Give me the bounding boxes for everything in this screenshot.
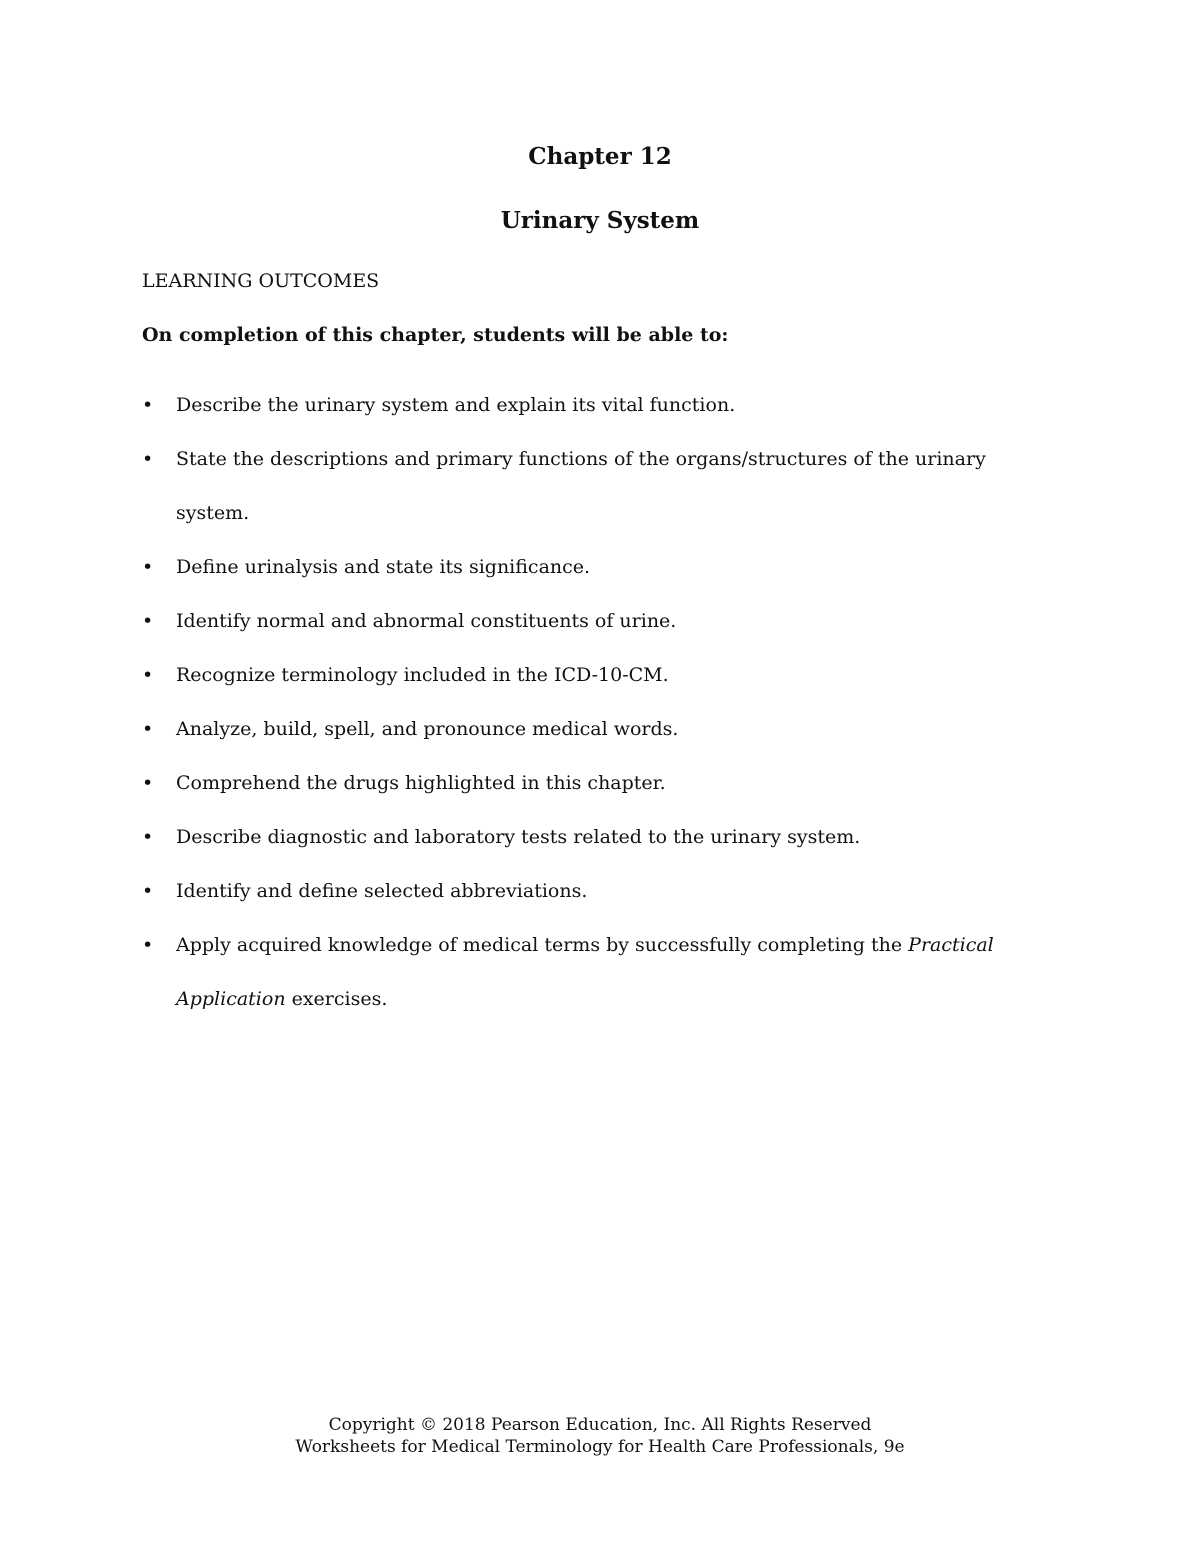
bullet-icon: • bbox=[142, 664, 154, 686]
list-item-text-after: exercises. bbox=[285, 988, 388, 1010]
intro-text: On completion of this chapter, students will be able to: bbox=[142, 324, 729, 346]
list-item bbox=[142, 432, 1042, 540]
list-item bbox=[142, 810, 1042, 864]
list-item-text-before: Apply acquired knowledge of medical terms by successfully completing the bbox=[176, 934, 909, 956]
list-item-text: State the descriptions and primary functions of the organs/structures of the urinary system. bbox=[176, 448, 986, 524]
bullet-icon: • bbox=[142, 394, 154, 416]
bullet-icon: • bbox=[142, 718, 154, 740]
bullet-icon: • bbox=[142, 826, 154, 848]
chapter-subtitle: Urinary System bbox=[500, 207, 700, 234]
list-item bbox=[142, 540, 1042, 594]
section-heading: LEARNING OUTCOMES bbox=[142, 270, 380, 292]
bullet-icon: • bbox=[142, 556, 154, 578]
bullet-icon: • bbox=[142, 448, 154, 470]
list-item-text: Analyze, build, spell, and pronounce medical words. bbox=[176, 718, 679, 740]
bullet-icon: • bbox=[142, 880, 154, 902]
list-item bbox=[142, 756, 1042, 810]
list-item-text: Describe the urinary system and explain its vital function. bbox=[176, 394, 736, 416]
list-item-text: Identify and define selected abbreviations. bbox=[176, 880, 588, 902]
list-item-text-italic: Practical Application bbox=[176, 934, 994, 1010]
list-item-text: Comprehend the drugs highlighted in this chapter. bbox=[176, 772, 666, 794]
list-item bbox=[142, 594, 1042, 648]
copyright-line: Copyright © 2018 Pearson Education, Inc. All Rights Reserved bbox=[328, 1415, 872, 1435]
page-footer bbox=[0, 1414, 1200, 1458]
bullet-icon: • bbox=[142, 772, 154, 794]
list-item bbox=[142, 864, 1042, 918]
learning-outcomes-list bbox=[142, 378, 1042, 1026]
list-item bbox=[142, 378, 1042, 432]
chapter-title: Chapter 12 bbox=[528, 143, 672, 170]
book-title-line: Worksheets for Medical Terminology for Health Care Professionals, 9e bbox=[295, 1437, 905, 1457]
list-item-text: Recognize terminology included in the ICD-10-CM. bbox=[176, 664, 669, 686]
list-item bbox=[142, 648, 1042, 702]
list-item-text: Describe diagnostic and laboratory tests related to the urinary system. bbox=[176, 826, 861, 848]
list-item-text: Define urinalysis and state its significance. bbox=[176, 556, 591, 578]
list-item-text: Identify normal and abnormal constituents of urine. bbox=[176, 610, 677, 632]
bullet-icon: • bbox=[142, 610, 154, 632]
list-item bbox=[142, 918, 1042, 1026]
list-item bbox=[142, 702, 1042, 756]
bullet-icon: • bbox=[142, 934, 154, 956]
